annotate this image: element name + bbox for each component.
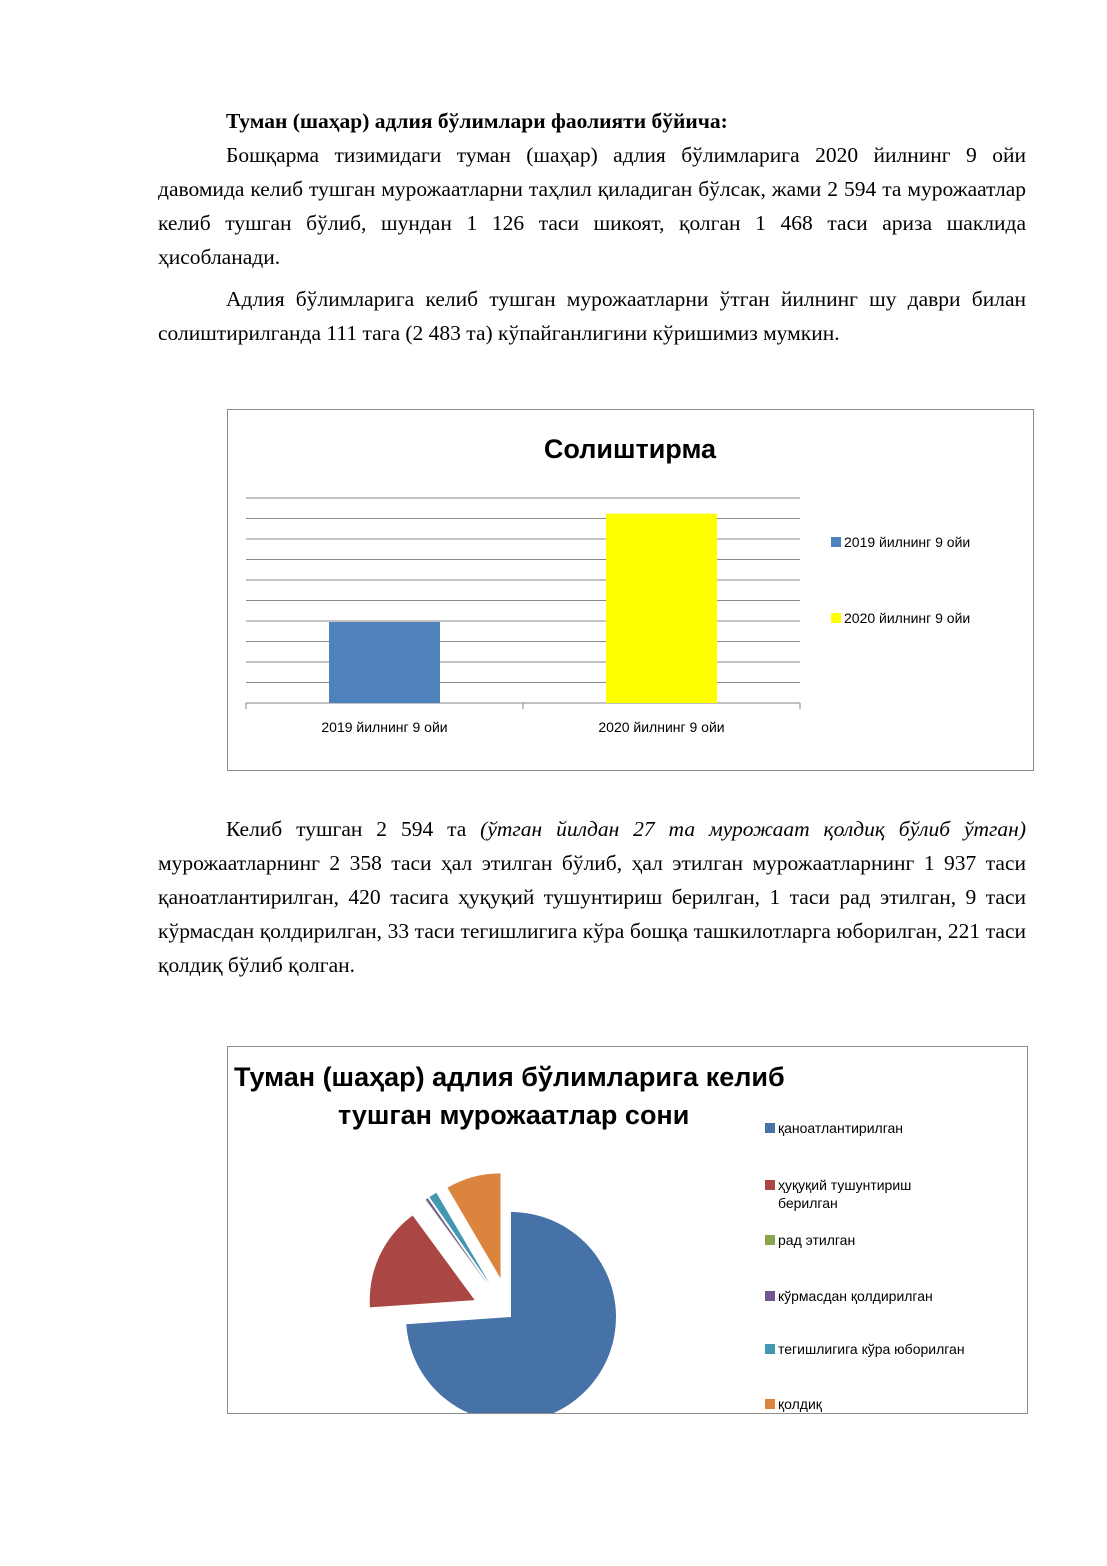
paragraph-resolution-text-a: Келиб тушган 2 594 та: [226, 817, 481, 841]
legend-swatch: [765, 1291, 775, 1301]
legend-label: ҳуқуқий тушунтириш: [778, 1177, 912, 1193]
legend-label: 2019 йилнинг 9 ойи: [844, 534, 971, 550]
legend-swatch: [831, 537, 841, 547]
legend-label: 2020 йилнинг 9 ойи: [844, 610, 971, 626]
pie-slice: [406, 1212, 616, 1413]
comparison-chart-svg: [228, 410, 1033, 770]
paragraph-resolution: [158, 812, 1026, 982]
pie-chart-title-line1: Туман (шаҳар) адлия бўлимларига келиб: [234, 1062, 785, 1092]
legend-label: рад этилган: [778, 1232, 856, 1248]
paragraph-resolution-text-b: мурожаатларнинг 2 358 таси ҳал этилган бўлиб, ҳал этилган мурожаатларнинг 1 937 таси қаноатлантирилган, 420 тасига ҳуқуқий тушунтириш берилган, 1 таси рад этилган, 9 таси кўрмасдан қолдирилган, 33 таси тегишлигига кўра бошқа ташкилотларга юборилган, 221 таси қолдиқ бўлиб қолган.: [158, 851, 1026, 977]
legend-swatch: [765, 1344, 775, 1354]
paragraph-comparison: Адлия бўлимларига келиб тушган мурожаатларни ўтган йилнинг шу даври билан солиштирилганда 111 тага (2 483 та) кўпайганлигини кўришимиз мумкин.: [158, 287, 1026, 345]
document-heading: Туман (шаҳар) адлия бўлимлари фаолияти бўйича:: [226, 109, 728, 133]
bar: [329, 622, 440, 703]
legend-swatch: [765, 1399, 775, 1409]
paragraph-summary: Бошқарма тизимидаги туман (шаҳар) адлия бўлимларига 2020 йилнинг 9 ойи давомида келиб тушган мурожаатларни таҳлил қиладиган бўлсак, жами 2 594 та мурожаатлар келиб тушган бўлиб, шундан 1 126 таси шикоят, қолган 1 468 таси ариза шаклида ҳисобланади.: [158, 143, 1026, 269]
x-tick-label: 2019 йилнинг 9 ойи: [321, 719, 448, 735]
legend-swatch: [765, 1123, 775, 1133]
pie-slice: [370, 1215, 475, 1307]
comparison-chart: [227, 409, 1034, 771]
bar-chart-title: Солиштирма: [543, 434, 717, 464]
legend-label: қаноатлантирилган: [778, 1120, 904, 1136]
appeals-pie-chart: [227, 1046, 1028, 1414]
legend-swatch: [765, 1180, 775, 1190]
pie-chart-title-line2: тушган мурожаатлар сони: [338, 1100, 690, 1130]
legend-label: тегишлигига кўра юборилган: [778, 1341, 965, 1357]
legend-swatch: [765, 1235, 775, 1245]
paragraph-resolution-italic: (ўтган йилдан 27 та мурожаат қолдиқ бўлиб ўтган): [480, 817, 1026, 841]
appeals-pie-chart-svg: [228, 1047, 1027, 1413]
legend-label: қолдиқ: [778, 1396, 822, 1412]
legend-swatch: [831, 613, 841, 623]
x-tick-label: 2020 йилнинг 9 ойи: [598, 719, 725, 735]
legend-label: берилган: [778, 1195, 838, 1211]
bar: [606, 514, 717, 703]
legend-label: кўрмасдан қолдирилган: [778, 1288, 933, 1304]
